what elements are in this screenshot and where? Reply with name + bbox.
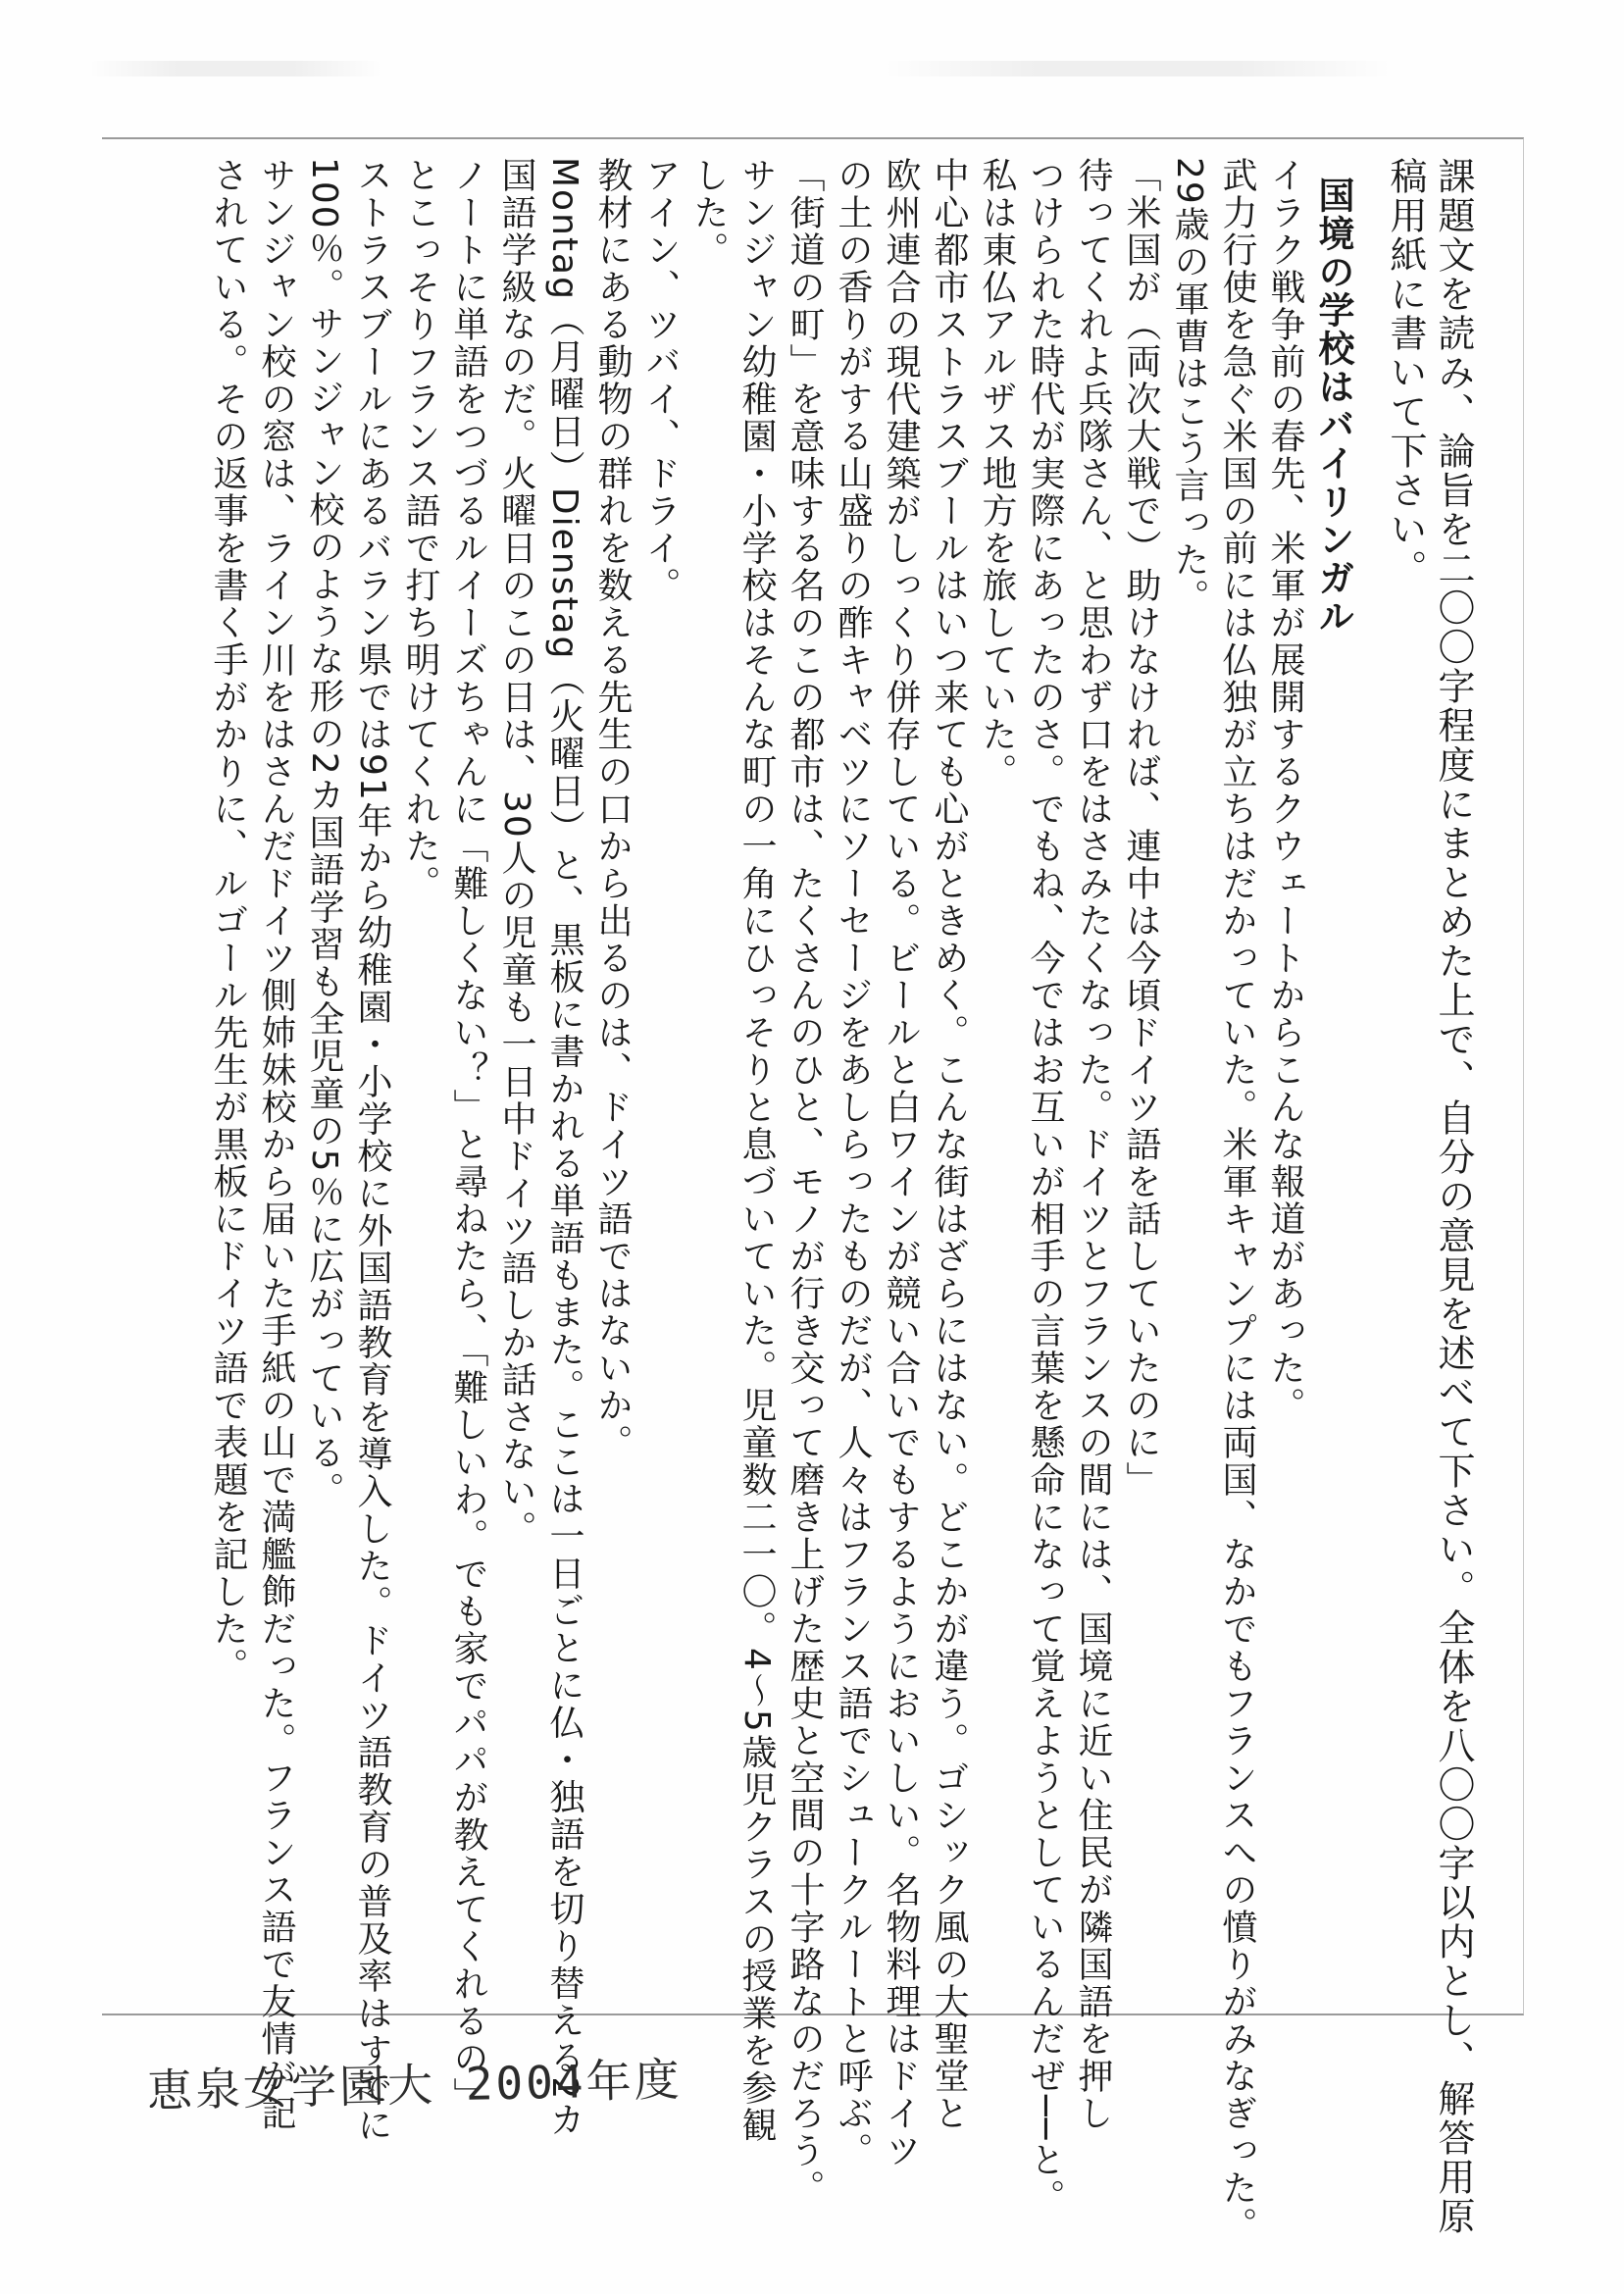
article-line: Montag（月曜日）Dienstag（火曜日）と、黒板に書かれる単語もまた。ここは一日ごとに仏・独語を切り替える2カ — [544, 157, 584, 2139]
article-line: 私は東仏アルザス地方を旅していた。 — [977, 157, 1017, 790]
instruction-line: 課題文を読み、論旨を二〇〇字程度にまとめた上で、自分の意見を述べて下さい。全体を八〇〇字以内とし、解答用原 — [1432, 157, 1475, 2236]
article-line: サンジャン校の窓は、ライン川をはさんだドイツ側姉妹校から届いた手紙の山で満艦飾だった。フランス語で友情が記 — [256, 157, 296, 2132]
scan-smudge — [88, 61, 382, 76]
article-title: 国境の学校はバイリンガル — [1312, 177, 1354, 636]
article-line: つけられた時代が実際にあったのさ。でもね、今ではお互いが相手の言葉を懸命になって覚えようとしているんだぜ──と。 — [1025, 157, 1065, 2217]
spacer — [1357, 157, 1381, 2001]
article-line: 国語学級なのだ。火曜日のこの日は、30人の児童も一日中ドイツ語しか話さない。 — [496, 157, 536, 1548]
article-line: 中心都市ストラスブールはいつ来ても心がときめく。こんな街はざらにはない。どこかが違う。ゴシック風の大聖堂と — [929, 157, 969, 2132]
article-line: 100％。サンジャン校のような形の2カ国語学習も全児童の5％に広がっている。 — [304, 157, 344, 1509]
instruction-line: 稿用紙に書いて下さい。 — [1384, 157, 1427, 588]
article-line: した。 — [688, 157, 729, 269]
article-line: ストラスブールにあるバラン県では91年から幼稚園・小学校に外国語教育を導入した。ドイツ語教育の普及率はすでに — [352, 157, 392, 2144]
article-line: されている。その返事を書く手がかりに、ルゴール先生が黒板にドイツ語で表題を記した。 — [208, 157, 248, 1685]
article-line: ノートに単語をつづるルイーズちゃんに「難しくない？」と尋ねたら、「難しいわ。でも家でパパが教えてくれるの」 — [448, 157, 488, 2115]
scan-smudge — [883, 61, 1393, 76]
article-line: の土の香りがする山盛りの酢キャベツにソーセージをあしらったものだが、人々はフランス語でシュークルートと呼ぶ。 — [833, 157, 873, 2169]
article-line: 「街道の町」を意味する名のこの都市は、たくさんのひと、モノが行き交って磨き上げた歴史と空間の十字路なのだろう。 — [785, 157, 825, 2207]
article-line: イラク戦争前の春先、米軍が展開するクウェートからこんな報道があった。 — [1265, 157, 1305, 1424]
article-line: アイン、ツバイ、ドライ。 — [640, 157, 681, 604]
article-line: 29歳の軍曹はこう言った。 — [1169, 157, 1209, 616]
article-line: 「米国が（両次大戦で）助けなければ、連中は今頃ドイツ語を話していたのに」 — [1121, 157, 1161, 1499]
article-line: 欧州連合の現代建築がしっくり併存している。ビールと白ワインが競い合いでもするようにおいしい。名物料理はドイツ — [881, 157, 921, 2169]
article-line: とこっそりフランス語で打ち明けてくれた。 — [400, 157, 440, 902]
article-line: サンジャン幼稚園・小学校はそんな町の一角にひっそりと息づいていた。児童数二一〇。4～5歳児クラスの授業を参観 — [736, 157, 777, 2144]
article-line: 武力行使を急ぐ米国の前には仏独が立ちはだかっていた。米軍キャンプには両国、なかでもフランスへの憤りがみなぎった。 — [1217, 157, 1257, 2244]
handwritten-source-note: 恵泉女学園大 2004年度 — [146, 2053, 684, 2117]
article-line: 待ってくれよ兵隊さん、と思わず口をはさみたくなった。ドイツとフランスの間には、国境に近い住民が隣国語を押し — [1073, 157, 1113, 2132]
article-line: 教材にある動物の群れを数える先生の口から出るのは、ドイツ語ではないか。 — [592, 157, 633, 1461]
